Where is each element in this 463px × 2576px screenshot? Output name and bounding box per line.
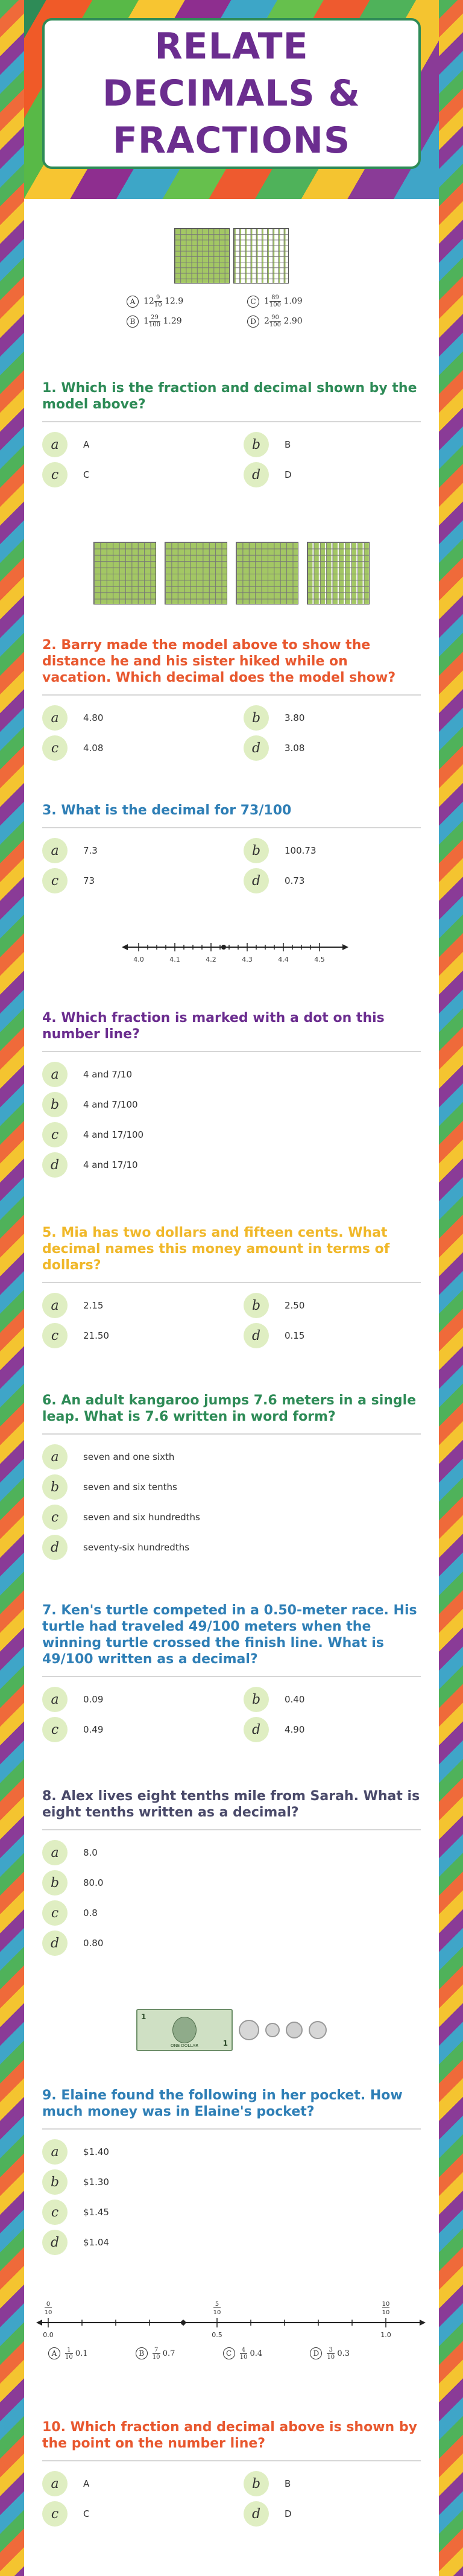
q7-option-c[interactable]: c 0.49 xyxy=(42,1715,219,1745)
q1-option-a[interactable]: a A xyxy=(42,430,219,460)
nl2-right-val: 1.0 xyxy=(380,2331,391,2339)
nl2-option-c: C $\frac{4}{10}$ 0.4 xyxy=(223,2347,263,2361)
q6-option-c[interactable]: c seven and six hundredths xyxy=(42,1502,421,1532)
question-6-text: 6. An adult kangaroo jumps 7.6 meters in a single leap. What is 7.6 written in word form? xyxy=(42,1393,417,1424)
grid-2 xyxy=(165,542,227,604)
coin-nickel xyxy=(286,2022,303,2038)
fig1-option-b: B 1 $\frac{29}{100}$ 1.29 xyxy=(127,314,247,328)
question-6 xyxy=(42,1392,421,1562)
question-5-text: 5. Mia has two dollars and fifteen cents. What decimal names this money amount in terms of dollars? xyxy=(42,1225,390,1273)
page-title: RELATE DECIMALS & FRACTIONS xyxy=(102,25,361,162)
question-7-text: 7. Ken's turtle competed in a 0.50-meter race. His turtle had traveled 49/100 meters when the winning turtle crossed the finish line. What is 49/100 written as a decimal? xyxy=(42,1603,417,1667)
grid-full xyxy=(174,228,230,284)
nl1-tick-2: 4.2 xyxy=(206,956,216,963)
q10-option-a[interactable]: a A xyxy=(42,2469,219,2499)
question-8-text: 8. Alex lives eight tenths mile from Sarah. What is eight tenths written as a decimal? xyxy=(42,1789,420,1820)
q1-option-c[interactable]: c C xyxy=(42,460,219,490)
nl2-option-d: D $\frac{3}{10}$ 0.3 xyxy=(310,2347,350,2361)
question-10 xyxy=(42,2419,421,2529)
left-border-pattern xyxy=(0,0,24,2576)
q8-option-a[interactable]: a 8.0 xyxy=(42,1838,421,1868)
number-line-1 xyxy=(121,935,350,965)
question-9 xyxy=(42,2087,421,2257)
question-1 xyxy=(42,380,421,490)
q6-option-a[interactable]: a seven and one sixth xyxy=(42,1442,421,1472)
q8-option-b[interactable]: b 80.0 xyxy=(42,1868,421,1898)
question-2 xyxy=(42,637,421,763)
fig1-option-d: D 2 $\frac{90}{100}$ 2.90 xyxy=(247,314,368,328)
fig1-option-c: C 1 $\frac{89}{100}$ 1.09 xyxy=(247,294,368,308)
money-figure xyxy=(24,2009,439,2051)
hundred-grid-model-2 xyxy=(24,542,439,604)
q5-option-b[interactable]: b 2.50 xyxy=(244,1290,421,1321)
nl1-tick-4: 4.4 xyxy=(278,956,289,963)
q9-option-d[interactable]: d $1.04 xyxy=(42,2227,421,2257)
q3-option-b[interactable]: b 100.73 xyxy=(244,836,421,866)
coin-quarter-1 xyxy=(239,2020,259,2040)
q4-option-c[interactable]: c 4 and 17/100 xyxy=(42,1120,421,1150)
coin-quarter-2 xyxy=(309,2021,327,2039)
nl2-mid-num: 5 xyxy=(215,2301,219,2308)
dollar-bill: 1 1 ONE DOLLAR xyxy=(136,2009,233,2051)
q7-option-a[interactable]: a 0.09 xyxy=(42,1684,219,1715)
q2-option-c[interactable]: c 4.08 xyxy=(42,733,219,763)
question-8 xyxy=(42,1788,421,1958)
q6-option-d[interactable]: d seventy-six hundredths xyxy=(42,1532,421,1562)
nl2-right-num: 10 xyxy=(382,2301,390,2308)
q7-option-b[interactable]: b 0.40 xyxy=(244,1684,421,1715)
portrait-icon xyxy=(172,2017,197,2043)
q1-option-b[interactable]: b B xyxy=(244,430,421,460)
nl2-mid-den: 10 xyxy=(213,2309,221,2316)
q4-option-a[interactable]: a 4 and 7/10 xyxy=(42,1059,421,1090)
question-2-text: 2. Barry made the model above to show the distance he and his sister hiked while on vacation. Which decimal does the model show? xyxy=(42,638,396,685)
nl2-right-den: 10 xyxy=(382,2309,390,2316)
q4-option-d[interactable]: d 4 and 17/10 xyxy=(42,1150,421,1180)
q5-option-d[interactable]: d 0.15 xyxy=(244,1321,421,1351)
right-border-pattern xyxy=(439,0,463,2576)
number-line-1-dot xyxy=(221,945,226,950)
question-1-text: 1. Which is the fraction and decimal shown by the model above? xyxy=(42,381,417,412)
question-9-text: 9. Elaine found the following in her pocket. How much money was in Elaine's pocket? xyxy=(42,2088,403,2119)
q1-option-d[interactable]: d D xyxy=(244,460,421,490)
nl2-left-val: 0.0 xyxy=(43,2331,54,2339)
nl2-option-a: A $\frac{1}{10}$ 0.1 xyxy=(48,2347,88,2361)
nl2-options xyxy=(48,2347,350,2361)
worksheet-body xyxy=(24,199,439,2576)
hundred-grid-model-1 xyxy=(24,228,439,284)
question-4 xyxy=(42,1010,421,1180)
q3-option-a[interactable]: a 7.3 xyxy=(42,836,219,866)
q10-option-b[interactable]: b B xyxy=(244,2469,421,2499)
nl1-tick-1: 4.1 xyxy=(169,956,180,963)
title-box xyxy=(42,18,421,169)
q9-option-b[interactable]: b $1.30 xyxy=(42,2167,421,2197)
question-5 xyxy=(42,1225,421,1351)
nl1-tick-3: 4.3 xyxy=(242,956,253,963)
q6-option-b[interactable]: b seven and six tenths xyxy=(42,1472,421,1502)
nl2-left-num: 0 xyxy=(46,2301,51,2308)
q5-option-c[interactable]: c 21.50 xyxy=(42,1321,219,1351)
nl2-left-den: 10 xyxy=(44,2309,52,2316)
q10-option-d[interactable]: d D xyxy=(244,2499,421,2529)
question-3 xyxy=(42,802,421,896)
grid-1 xyxy=(93,542,156,604)
q9-option-a[interactable]: a $1.40 xyxy=(42,2137,421,2167)
q9-option-c[interactable]: c $1.45 xyxy=(42,2197,421,2227)
question-4-text: 4. Which fraction is marked with a dot on this number line? xyxy=(42,1010,385,1042)
grid-4 xyxy=(307,542,370,604)
q4-option-b[interactable]: b 4 and 7/100 xyxy=(42,1090,421,1120)
q8-option-c[interactable]: c 0.8 xyxy=(42,1898,421,1928)
fig1-option-a: A 12 $\frac{9}{10}$ 12.9 xyxy=(127,294,247,308)
q2-option-b[interactable]: b 3.80 xyxy=(244,703,421,733)
q3-option-c[interactable]: c 73 xyxy=(42,866,219,896)
nl2-mid-val: 0.5 xyxy=(212,2331,222,2339)
q7-option-d[interactable]: d 4.90 xyxy=(244,1715,421,1745)
q10-option-c[interactable]: c C xyxy=(42,2499,219,2529)
coin-dime xyxy=(265,2023,280,2037)
number-line-2-dot xyxy=(181,2320,186,2325)
q5-option-a[interactable]: a 2.15 xyxy=(42,1290,219,1321)
question-7 xyxy=(42,1602,421,1745)
nl1-tick-0: 4.0 xyxy=(133,956,144,963)
nl2-option-b: B $\frac{7}{10}$ 0.7 xyxy=(136,2347,175,2361)
question-3-text: 3. What is the decimal for 73/100 xyxy=(42,803,292,818)
q2-option-d[interactable]: d 3.08 xyxy=(244,733,421,763)
grid-partial xyxy=(233,228,289,284)
fig1-options xyxy=(127,294,368,328)
nl1-tick-5: 4.5 xyxy=(314,956,325,963)
question-10-text: 10. Which fraction and decimal above is shown by the point on the number line? xyxy=(42,2420,417,2451)
q2-option-a[interactable]: a 4.80 xyxy=(42,703,219,733)
q8-option-d[interactable]: d 0.80 xyxy=(42,1928,421,1958)
grid-3 xyxy=(236,542,298,604)
q3-option-d[interactable]: d 0.73 xyxy=(244,866,421,896)
